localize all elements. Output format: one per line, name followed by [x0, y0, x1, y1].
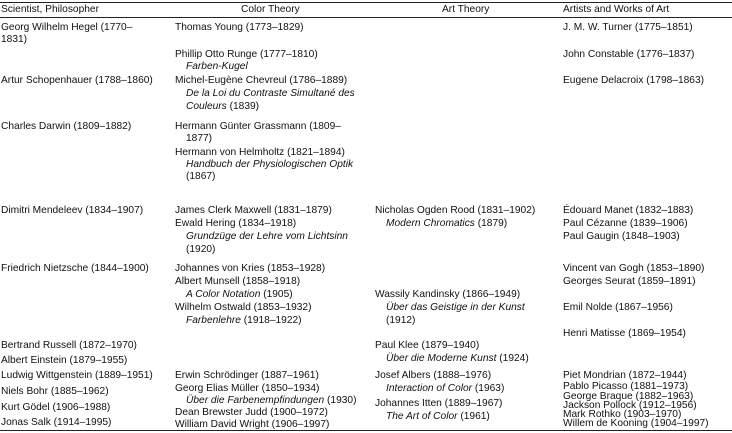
- work-year: (1930): [324, 395, 357, 406]
- work-title: Farbenlehre: [186, 315, 241, 326]
- cell-art-theory-work: Über das Geistige in der Kunst: [386, 302, 525, 313]
- cell-art-theory-work: [386, 218, 507, 230]
- cell-artist: Vincent van Gogh (1853–1890): [563, 263, 705, 274]
- cell-artist: Jackson Pollock (1912–1956): [563, 400, 697, 411]
- cell-artist: John Constable (1776–1837): [563, 49, 695, 60]
- header-rule: [0, 17, 732, 18]
- cell-artist: Eugene Delacroix (1798–1863): [563, 75, 705, 86]
- cell-scientist: Charles Darwin (1809–1882): [1, 121, 132, 132]
- cell-color-theory-work: (1867): [186, 171, 216, 182]
- cell-scientist: Jonas Salk (1914–1995): [1, 417, 112, 428]
- work-year: (1961): [457, 411, 490, 422]
- work-title: Interaction of Color: [386, 383, 473, 394]
- work-title: Über die Farbenempfindungen: [186, 395, 325, 406]
- header-color-theory: Color Theory: [241, 4, 300, 15]
- cell-color-theory-work: [186, 315, 302, 327]
- cell-artist: Paul Cézanne (1839–1906): [563, 218, 688, 229]
- cell-art-theory-work: (1912): [386, 315, 416, 326]
- cell-artist: Henri Matisse (1869–1954): [563, 328, 686, 339]
- work-year: (1839): [226, 101, 260, 112]
- cell-artist: Pablo Picasso (1881–1973): [563, 381, 689, 392]
- cell-color-theory: Michel-Eugène Chevreul (1786–1889): [175, 75, 348, 86]
- cell-color-theory-work: [186, 289, 293, 301]
- cell-art-theory: Wassily Kandinsky (1866–1949): [375, 289, 521, 300]
- cell-artist: J. M. W. Turner (1775–1851): [563, 22, 693, 33]
- cell-artist: George Braque (1882–1963): [563, 391, 694, 402]
- cell-scientist: Kurt Gödel (1906–1988): [1, 402, 111, 413]
- cell-color-theory: James Clerk Maxwell (1831–1879): [175, 205, 332, 216]
- cell-color-theory: Albert Munsell (1858–1918): [175, 276, 301, 287]
- cell-scientist: Bertrand Russell (1872–1970): [1, 340, 137, 351]
- cell-color-theory: Hermann Günter Grassmann (1809–: [175, 121, 341, 132]
- cell-color-theory: 1877): [186, 133, 213, 144]
- work-title: Modern Chromatics: [386, 218, 475, 229]
- cell-color-theory-work: (1920): [186, 244, 216, 255]
- cell-color-theory: Johannes von Kries (1853–1928): [175, 263, 326, 274]
- cell-color-theory-work: Farben-Kugel: [186, 61, 248, 72]
- work-year: (1963): [472, 383, 505, 394]
- work-title: Über die Moderne Kunst: [386, 353, 497, 364]
- header-scientist: Scientist, Philosopher: [1, 4, 99, 15]
- work-year: (1905): [260, 289, 293, 300]
- cell-color-theory-work: [186, 101, 259, 113]
- cell-artist: Paul Gaugin (1848–1903): [563, 231, 680, 242]
- cell-scientist: Albert Einstein (1879–1955): [1, 355, 128, 366]
- top-rule: [0, 2, 732, 3]
- cell-color-theory: Phillip Otto Runge (1777–1810): [175, 49, 318, 60]
- cell-art-theory-work: [386, 383, 504, 395]
- cell-color-theory: Dean Brewster Judd (1900–1972): [175, 407, 328, 418]
- cell-artist: Georges Seurat (1859–1891): [563, 276, 696, 287]
- cell-art-theory: Johannes Itten (1889–1967): [375, 398, 503, 409]
- cell-art-theory: Nicholas Ogden Rood (1831–1902): [375, 205, 536, 216]
- work-year: (1879): [474, 218, 508, 229]
- cell-scientist: Dimitri Mendeleev (1834–1907): [1, 205, 144, 216]
- cell-artist: Emil Nolde (1867–1956): [563, 302, 673, 313]
- work-title: The Art of Color: [386, 411, 458, 422]
- cell-scientist: Friedrich Nietzsche (1844–1900): [1, 263, 149, 274]
- cell-color-theory-work: De la Loi du Contraste Simultané des: [186, 88, 355, 99]
- cell-color-theory: Hermann von Helmholtz (1821–1894): [175, 147, 345, 158]
- header-artists: Artists and Works of Art: [563, 4, 670, 15]
- cell-color-theory: Ewald Hering (1834–1918): [175, 218, 297, 229]
- cell-scientist: 1831): [1, 34, 28, 45]
- cell-color-theory-work: Grundzüge der Lehre vom Lichtsinn: [186, 231, 348, 242]
- header-art-theory: Art Theory: [442, 4, 490, 15]
- cell-artist: Piet Mondrian (1872–1944): [563, 370, 687, 381]
- cell-artist: Willem de Kooning (1904–1997): [563, 418, 709, 429]
- bottom-rule: [0, 430, 732, 431]
- cell-scientist: Georg Wilhelm Hegel (1770–: [1, 22, 133, 33]
- work-year: (1924): [496, 353, 529, 364]
- work-title: Couleurs: [186, 101, 227, 112]
- cell-art-theory: Josef Albers (1888–1976): [375, 370, 492, 381]
- cell-color-theory: Thomas Young (1773–1829): [175, 22, 304, 33]
- cell-art-theory: Paul Klee (1879–1940): [375, 340, 480, 351]
- work-year: (1918–1922): [240, 315, 302, 326]
- cell-scientist: Niels Bohr (1885–1962): [1, 386, 109, 397]
- cell-color-theory-work: [186, 395, 356, 407]
- cell-color-theory: Erwin Schrödinger (1887–1961): [175, 370, 319, 381]
- cell-color-theory: Wilhelm Ostwald (1853–1932): [175, 302, 312, 313]
- cell-color-theory: William David Wright (1906–1997): [175, 419, 330, 430]
- cell-color-theory-work: Handbuch der Physiologischen Optik: [186, 159, 354, 170]
- cell-scientist: Artur Schopenhauer (1788–1860): [1, 75, 153, 86]
- cell-art-theory-work: [386, 411, 490, 423]
- work-title: A Color Notation: [186, 289, 261, 300]
- cell-art-theory-work: [386, 353, 529, 365]
- cell-artist: Mark Rothko (1903–1970): [563, 409, 682, 420]
- cell-scientist: Ludwig Wittgenstein (1889–1951): [1, 370, 153, 381]
- cell-artist: Édouard Manet (1832–1883): [563, 205, 694, 216]
- cell-color-theory: Georg Elias Müller (1850–1934): [175, 383, 320, 394]
